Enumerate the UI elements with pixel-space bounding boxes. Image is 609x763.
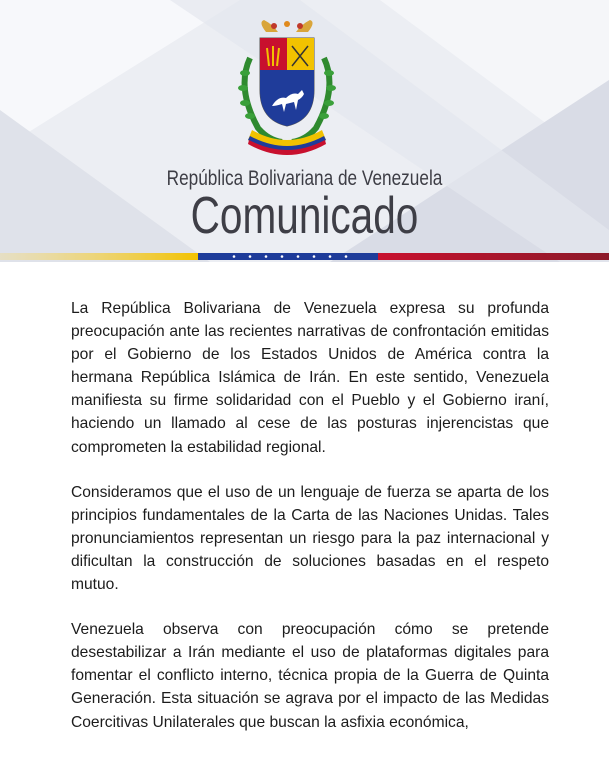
letterhead bbox=[0, 0, 609, 262]
page-title: Comunicado bbox=[190, 187, 419, 245]
communique-body bbox=[71, 297, 549, 756]
paragraph: Venezuela observa con preocupación cómo se pretende desestabilizar a Irán mediante el uso de plataformas digitales para fomentar el conflicto interno, técnica propia de la Guerra de Quinta Generación. Esta situación se agrava por el impacto de las Medidas Coercitivas Unilaterales que buscan la asfixia económica, bbox=[71, 621, 549, 731]
flag-stripe bbox=[0, 253, 609, 260]
paragraph: Consideramos que el uso de un lenguaje de fuerza se aparta de los principios fundamentales de la Carta de las Naciones Unidas. Tales pronunciamientos representan un riesgo para la paz internacional y dificultan la construcción de soluciones basadas en el respeto mutuo. bbox=[71, 483, 549, 594]
paragraph: La República Bolivariana de Venezuela expresa su profunda preocupación ante las recientes narrativas de confrontación emitidas por el Gobierno de los Estados Unidos de América contra la hermana República Islámica de Irán. En este sentido, Venezuela manifiesta su firme solidaridad con el Pueblo y el Gobierno iraní, haciendo un llamado al cese de las posturas injerencistas que comprometen la estabilidad regional. bbox=[71, 300, 549, 456]
country-name: República Bolivariana de Venezuela bbox=[166, 167, 443, 190]
venezuela-coat-of-arms-icon bbox=[228, 18, 346, 158]
